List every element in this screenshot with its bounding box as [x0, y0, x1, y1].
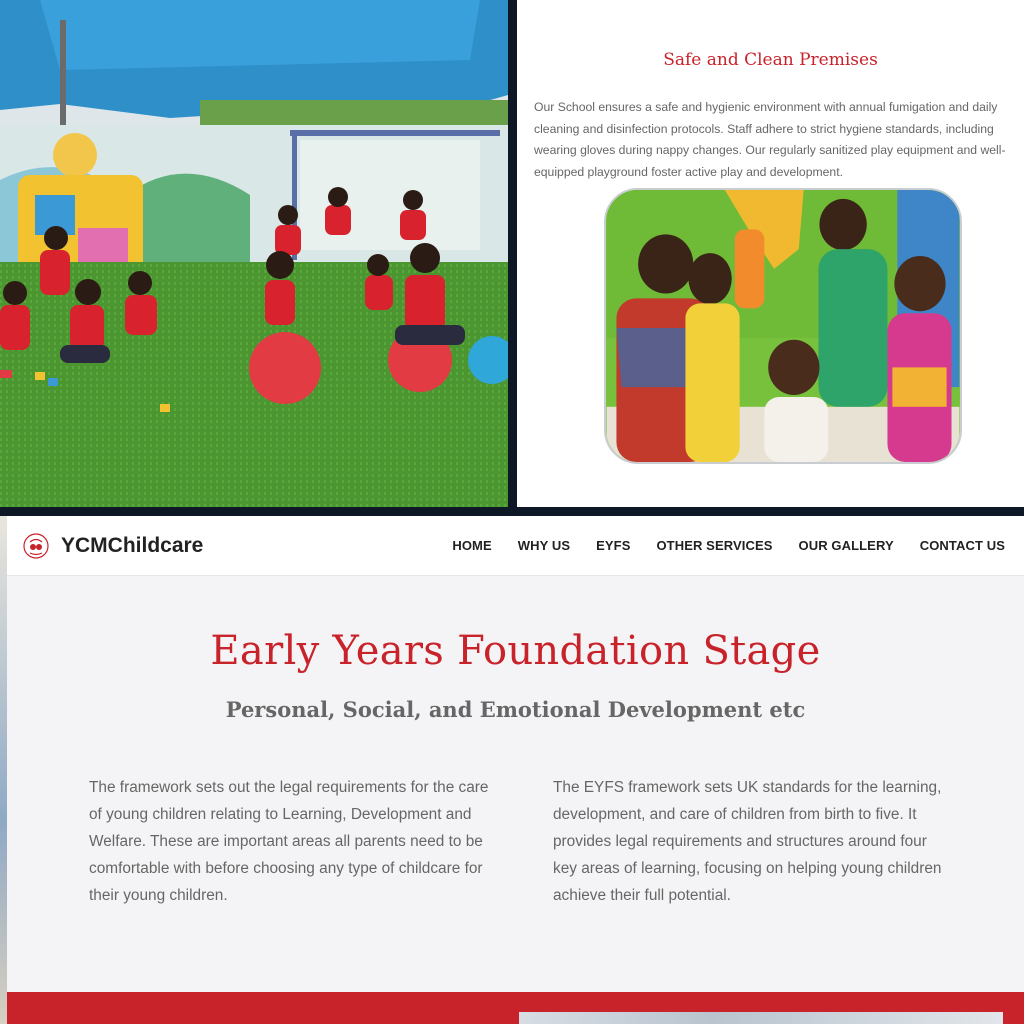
website-page: [7, 516, 1024, 1024]
nav-why-us[interactable]: WHY US: [517, 538, 571, 553]
background-photo-edge: [0, 516, 7, 1024]
site-header: [7, 516, 1024, 576]
premises-description: Our School ensures a safe and hygienic environment with annual fumigation and daily cleaning and disinfection protocols. Staff adhere to strict hygiene standards, including wearing gloves during nappy changes. Our regularly sanitized play equipment and well-equipped playground foster active play and development.: [534, 100, 1006, 179]
page-title: Early Years Foundation Stage: [210, 628, 821, 674]
playground-photo: [0, 0, 508, 507]
main-nav: [426, 516, 1005, 576]
brand[interactable]: [23, 526, 203, 566]
premises-title: Safe and Clean Premises: [663, 50, 878, 70]
eyfs-intro-right: The EYFS framework sets UK standards for the learning, development, and care of children from birth to five. It provides legal requirements and structures around four key areas of learning, focusing on helping young children achieve their full potential.: [553, 779, 942, 904]
page-subtitle: Personal, Social, and Emotional Development etc: [225, 697, 806, 722]
nav-eyfs[interactable]: EYFS: [596, 538, 631, 553]
section-image-edge: [519, 1012, 1003, 1024]
nav-contact-us[interactable]: CONTACT US: [919, 538, 1005, 553]
nav-other-services[interactable]: OTHER SERVICES: [656, 538, 773, 553]
children-dancing-photo: [604, 188, 962, 464]
premises-card: [517, 0, 1024, 507]
eyfs-intro-left: The framework sets out the legal requirements for the care of young children relating to Learning, Development and Welfare. These are important areas all parents need to be comfortable with before choosing any type of childcare for their young children.: [89, 779, 489, 904]
brand-name: YCMChildcare: [61, 534, 204, 557]
school-crest-icon: [23, 533, 49, 559]
nav-home[interactable]: HOME: [452, 538, 492, 553]
nav-our-gallery[interactable]: OUR GALLERY: [798, 538, 894, 553]
